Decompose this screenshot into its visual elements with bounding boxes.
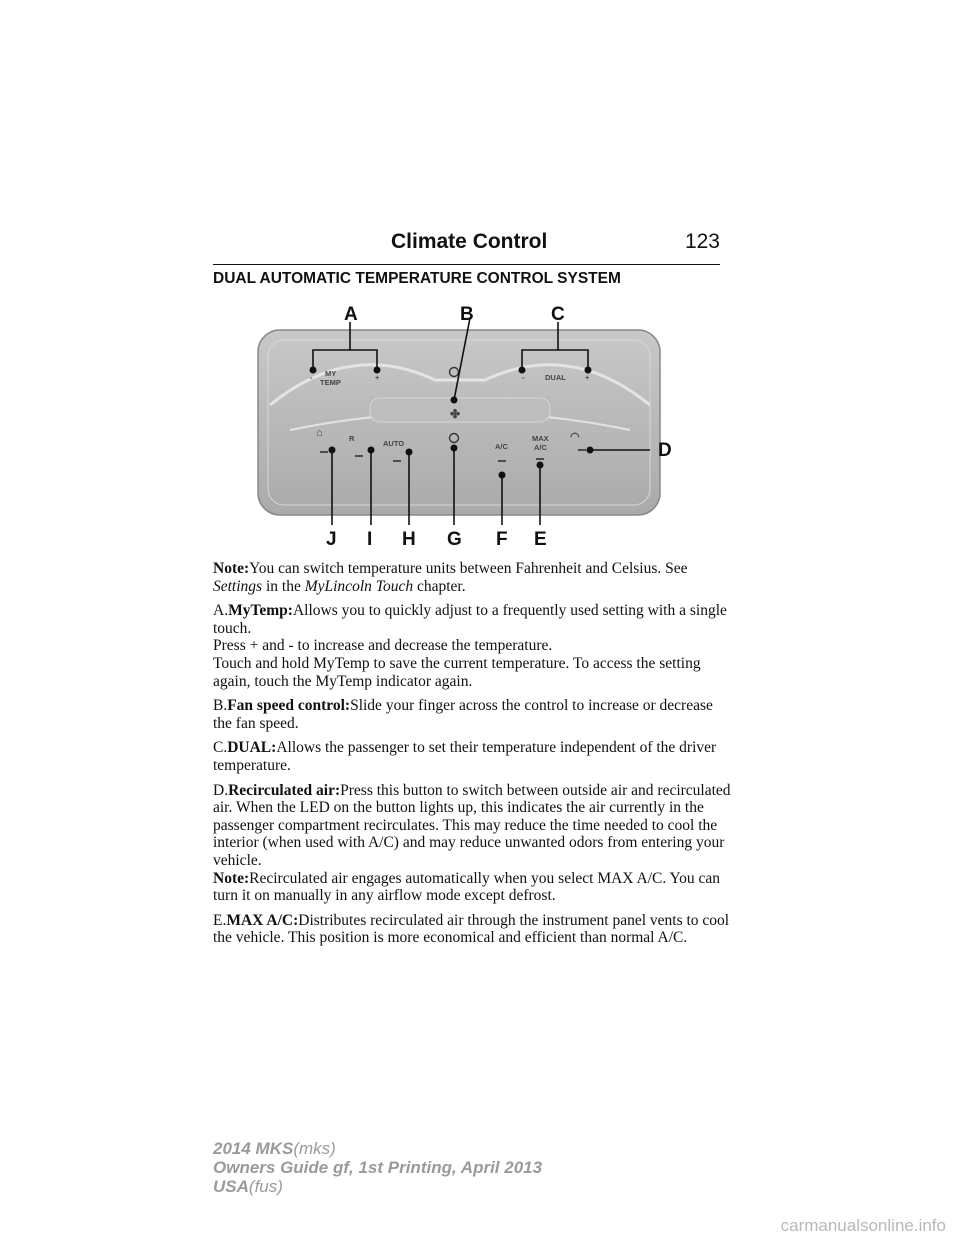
item-a: A.MyTemp:Allows you to quickly adjust to a frequently used setting with a single touch. Press + and - to increase and decrease the temperature. Touch and hold MyTemp to save the current temperature. To access the setting again, touch the MyTemp indicator again. [213,602,727,690]
auto-label: AUTO [383,439,405,448]
item-b: B.Fan speed control:Slide your finger across the control to increase or decrease the fan speed. [213,697,713,732]
item-c: C.DUAL:Allows the passenger to set their temperature independent of the driver temperature. [213,739,717,774]
max-label-2: A/C [534,443,547,452]
defrost-icon: ⌂ [316,427,323,439]
callout-e: E [534,529,547,550]
callout-d: D [658,440,672,461]
max-label-1: MAX [532,434,549,443]
ac-label: A/C [495,442,508,451]
mytemp-minus: - [310,373,313,382]
footer: 2014 MKS(mks) Owners Guide gf, 1st Printing, April 2013 USA(fus) [213,1139,543,1196]
callout-h: H [402,529,416,550]
windshield-icon: ◠ [570,431,580,443]
callout-f: F [496,529,508,550]
callout-g: G [447,529,462,550]
page-header [213,228,720,265]
section-title: DUAL AUTOMATIC TEMPERATURE CONTROL SYSTEM [213,270,621,287]
callout-b: B [460,304,474,325]
body-text [213,560,733,954]
rear-defrost-label: R [349,434,355,443]
watermark[interactable]: carmanualsonline.info [780,1216,946,1235]
header-title: Climate Control [391,230,548,253]
item-d: D.Recirculated air:Press this button to switch between outside air and recirculated air. When the LED on the button lights up, this indicates the air currently in the passenger compartment recirculates. This may reduce the time needed to cool the interior (when used with A/C) and may reduce unwanted odors from entering your vehicle. [213,781,731,869]
callout-a: A [344,304,358,325]
mytemp-label-2: TEMP [320,378,341,387]
callout-j: J [326,529,337,550]
page-number: 123 [684,230,720,253]
climate-control-figure [240,300,680,550]
note-recirculated: Note:Recirculated air engages automatically when you select MAX A/C. You can turn it on manually in any airflow mode except defrost. [213,869,721,905]
note-units: Note:You can switch temperature units between Fahrenheit and Celsius. See Settings in the MyLincoln Touch chapter. [213,560,688,595]
callout-i: I [367,529,373,550]
callout-c: C [551,304,565,325]
dual-plus: + [585,373,590,382]
fan-icon: ✤ [450,407,461,421]
mytemp-plus: + [375,373,380,382]
item-e: E.MAX A/C:Distributes recirculated air through the instrument panel vents to cool the vehicle. This position is more economical and efficient than normal A/C. [213,911,730,947]
mytemp-label-1: MY [325,369,337,378]
dual-label: DUAL [545,373,566,382]
dual-minus: - [522,373,525,382]
